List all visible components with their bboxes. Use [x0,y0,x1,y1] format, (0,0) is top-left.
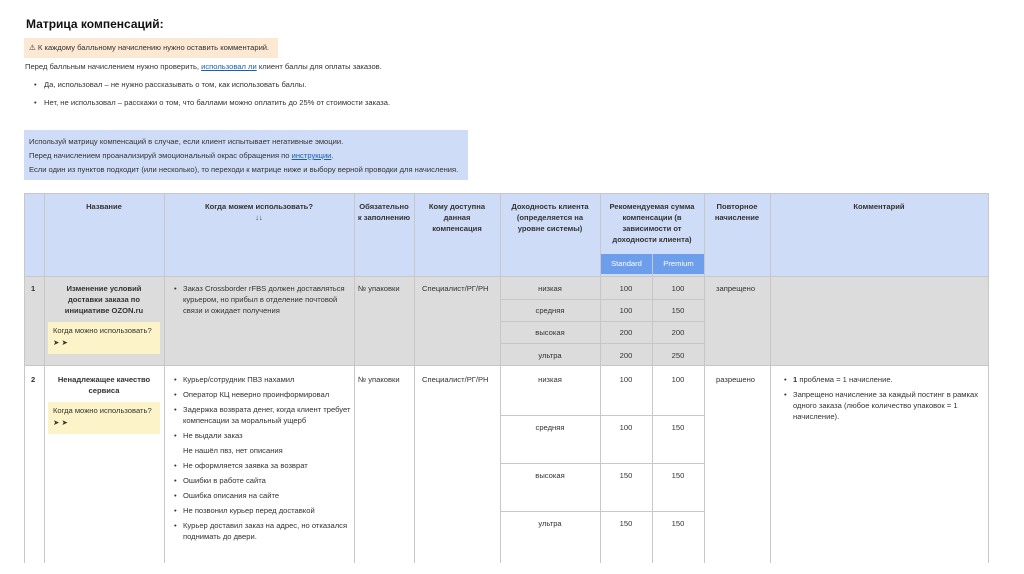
row-2-who: Специалист/РГ/РН [422,375,489,384]
row-1-prem-low: 100 [671,284,685,293]
row-2-number: 2 [31,375,36,384]
list-item: • Не оформляется заявка за возврат [174,460,352,471]
list-item: • Не выдали заказ [174,430,352,441]
header-standard: Standard [601,254,652,274]
header-name: Название [86,202,122,211]
used-points-link[interactable]: использовал ли [201,62,257,71]
row-1-std-mid: 100 [619,306,633,315]
header-comment: Комментарий [853,202,905,211]
row-1-name: Изменение условий доставки заказа по инициативе OZON.ru [64,284,144,315]
header-recommended: Рекомендуемая сумма компенсации (в зависимости от доходности клиента) [609,202,695,244]
row-1-std-ultra: 200 [619,351,633,360]
header-profit: Доходность клиента (определяется на уровне системы) [511,202,589,233]
row-1-level-high: высокая [535,328,565,337]
row-2-name: Ненадлежащее качество сервиса [57,375,151,395]
row-1-std-high: 200 [619,328,633,337]
row-1-level-mid: средняя [535,306,565,315]
list-item: • Заказ Crossborder rFBS должен доставляться курьером, но прибыл в отделение почтовой связи и ожидает получения [174,283,350,316]
intro-bullets [34,80,390,116]
row-1-when-list [174,283,350,320]
list-item: • Ошибки в работе сайта [174,475,352,486]
instruction-link[interactable]: инструкции [291,151,332,160]
row-1-std-low: 100 [619,284,633,293]
page-title: Матрица компенсаций: [26,17,164,31]
row-2-comments [784,374,984,426]
warning-banner: ⚠ К каждому балльному начислению нужно оставить комментарий. [24,38,278,58]
row-1-level-low: низкая [538,284,562,293]
list-item: • Не позвонил курьер перед доставкой [174,505,352,516]
bullet-used: • Да, использовал – не нужно рассказывать о том, как использовать баллы. [34,80,390,98]
list-item: • Ошибка описания на сайте [174,490,352,501]
header-when-arrows: ↓↓ [255,213,263,222]
row-2-repeat: разрешено [716,375,756,384]
list-item: • Задержка возврата денег, когда клиент требует компенсации за моральный ущерб [174,404,352,426]
row-2-when-list [174,374,352,546]
row-2-level-high: высокая [535,471,565,480]
list-item: • Курьер доставил заказ на адрес, но отказался поднимать до двери. [174,520,352,542]
row-2-hint: Когда можно использовать? ➤ ➤ [48,402,160,434]
bullet-not-used: • Нет, не использовал – расскажи о том, что баллами можно оплатить до 25% от стоимости заказа. [34,98,390,116]
row-2-level-ultra: ультра [538,519,562,528]
row-1-required: № упаковки [358,284,400,293]
row-1-level-ultra: ультра [538,351,562,360]
list-item: • Запрещено начисление за каждый постинг в рамках одного заказа (любое количество упаковок = 1 начисление). [784,389,984,422]
intro-text: Перед балльным начислением нужно проверить, использовал ли клиент баллы для оплаты заказов. [25,62,382,71]
row-1-prem-high: 200 [671,328,685,337]
row-2-prem-low: 100 [671,375,685,384]
header-repeat: Повторное начисление [714,202,760,222]
row-1-hint: Когда можно использовать? ➤ ➤ [48,322,160,354]
header-premium: Premium [653,254,704,274]
row-1-prem-ultra: 250 [671,351,685,360]
list-item: • Курьер/сотрудник ПВЗ нахамил [174,374,352,385]
row-1-who: Специалист/РГ/РН [422,284,489,293]
row-2-level-low: низкая [538,375,562,384]
row-2-prem-high: 150 [671,471,685,480]
header-required: Обязательно к заполнению [357,202,411,222]
list-item: • 1 проблема = 1 начисление. [784,374,984,385]
row-1-number: 1 [31,284,36,293]
row-2-std-mid: 100 [619,423,633,432]
row-2-required: № упаковки [358,375,400,384]
compensation-matrix [24,193,989,563]
list-item: • Оператор КЦ неверно проинформировал [174,389,352,400]
row-2-prem-mid: 150 [671,423,685,432]
list-item: Не нашёл пвз, нет описания [183,446,283,455]
row-2-level-mid: средняя [535,423,565,432]
row-2-std-low: 100 [619,375,633,384]
header-who: Кому доступна данная компенсация [428,202,486,233]
header-when: Когда можем использовать? [205,202,313,211]
row-2-std-high: 150 [619,471,633,480]
info-box: Используй матрицу компенсаций в случае, если клиент испытывает негативные эмоции. Перед начислением проанализируй эмоциональный окрас обращения по инструкции. Если один из пунктов подходит (или несколько), то переходи к матрице ниже и выбору верной проводки для начисления. [24,130,468,180]
row-1-prem-mid: 150 [671,306,685,315]
row-2-std-ultra: 150 [619,519,633,528]
row-1-repeat: запрещено [716,284,756,293]
row-2-prem-ultra: 150 [671,519,685,528]
